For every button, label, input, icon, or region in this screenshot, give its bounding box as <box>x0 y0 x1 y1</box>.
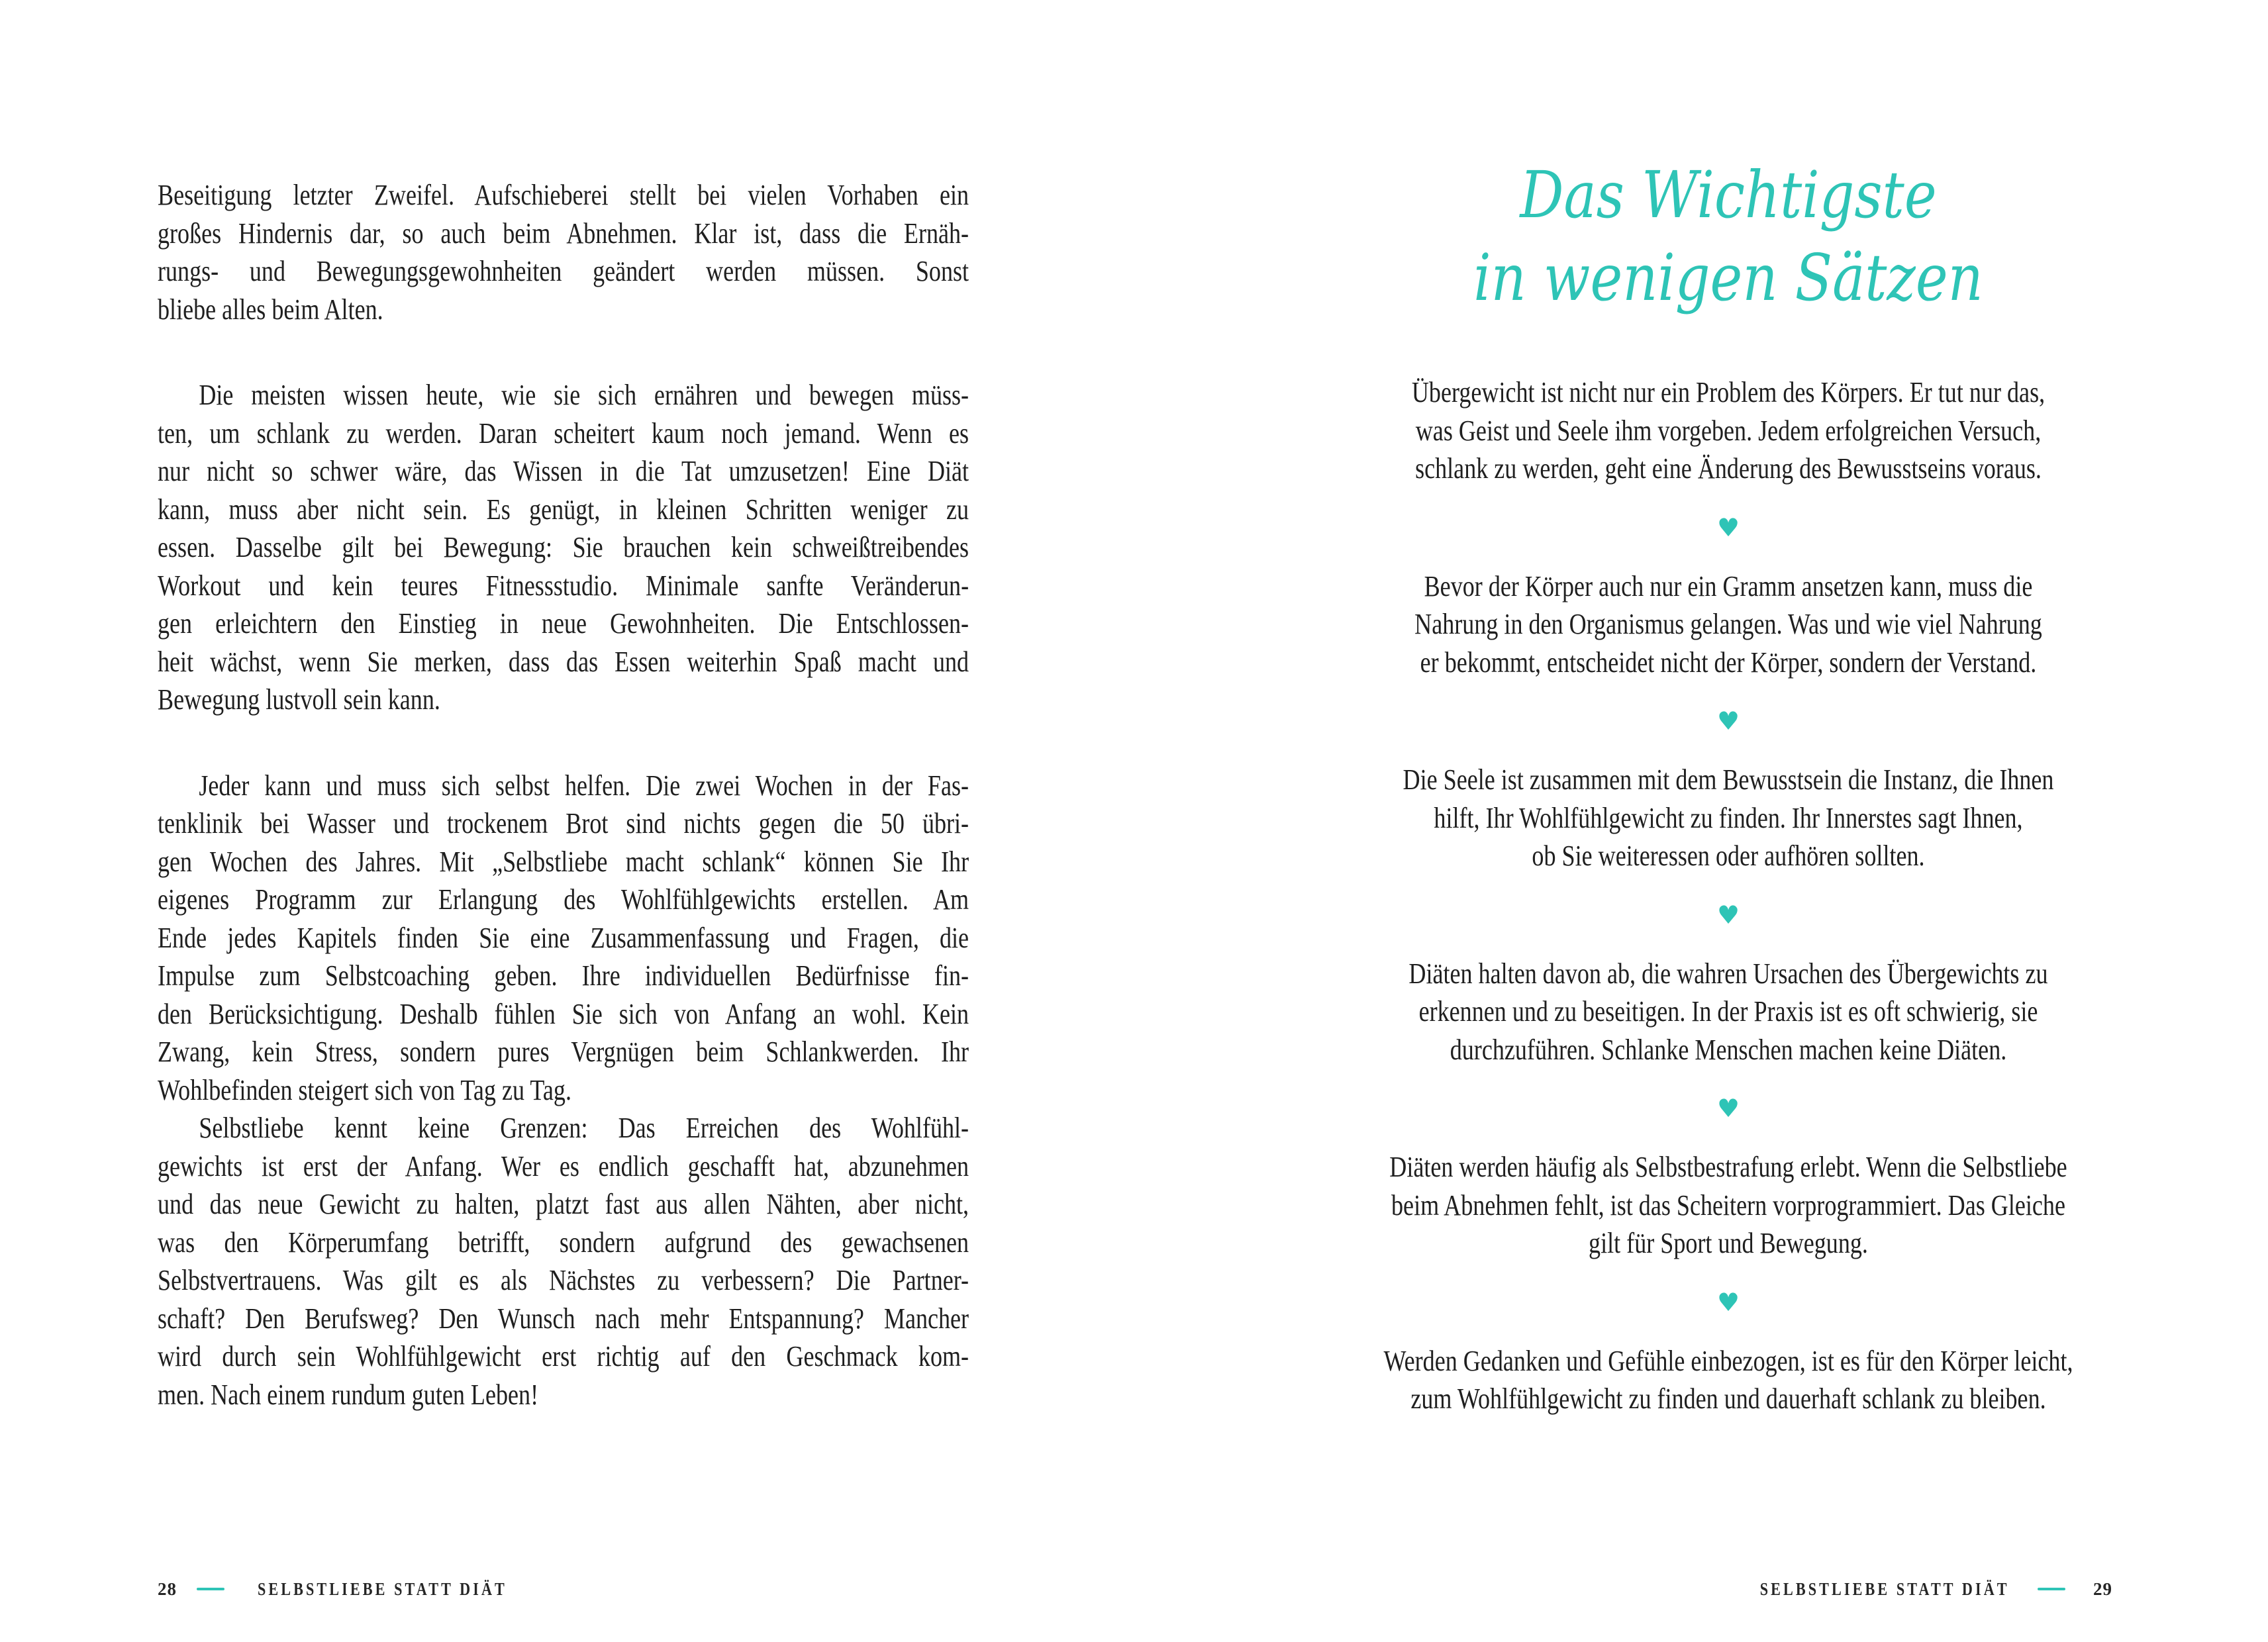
footer-dash <box>197 1588 224 1590</box>
text-line: Selbstvertrauens. Was gilt es als Nächstes zu verbessern? Die Partner- <box>158 1264 969 1296</box>
text-line: gilt für Sport und Bewegung. <box>1589 1227 1868 1259</box>
left-page-footer <box>158 1574 562 1604</box>
text-line: tenklinik bei Wasser und trockenem Brot sind nichts gegen die 50 übri- <box>158 807 969 840</box>
running-title: SELBSTLIEBE STATT DIÄT <box>1760 1578 2010 1599</box>
title-line: Das Wichtigste <box>1520 158 1937 232</box>
paragraph <box>1321 955 2136 1069</box>
page-number: 28 <box>158 1578 177 1599</box>
heart-icon: ♥ <box>1716 1094 1740 1123</box>
text-line: gen erleichtern den Einstieg in neue Gewohnheiten. Die Entschlossen- <box>158 607 969 640</box>
paragraph <box>1321 761 2136 875</box>
text-line: bliebe alles beim Alten. <box>158 293 383 326</box>
text-line: Nahrung in den Organismus gelangen. Was und wie viel Nahrung <box>1414 608 2042 640</box>
text-line: heit wächst, wenn Sie merken, dass das Essen weiterhin Spaß macht und <box>158 645 969 678</box>
text-line: hilft, Ihr Wohlfühlgewicht zu finden. Ihr Innerstes sagt Ihnen, <box>1434 801 2023 834</box>
text-line: was den Körperumfang betrifft, sondern aufgrund des gewachsenen <box>158 1226 969 1259</box>
text-line: was Geist und Seele ihm vorgeben. Jedem erfolgreichen Versuch, <box>1415 414 2042 447</box>
text-line: Übergewicht ist nicht nur ein Problem des Körpers. Er tut nur das, <box>1411 376 2046 409</box>
text-line: Diäten werden häufig als Selbstbestrafung erlebt. Wenn die Selbstliebe <box>1389 1151 2067 1183</box>
text-line: Wohlbefinden steigert sich von Tag zu Tag. <box>158 1073 571 1106</box>
text-line: gewichts ist erst der Anfang. Wer es endlich geschafft hat, abzunehmen <box>158 1149 969 1183</box>
footer-dash <box>2038 1588 2065 1590</box>
text-line: Impulse zum Selbstcoaching geben. Ihre individuellen Bedürfnisse fin- <box>158 959 969 992</box>
text-line: durchzuführen. Schlanke Menschen machen keine Diäten. <box>1450 1033 2007 1066</box>
text-line: er bekommt, entscheidet nicht der Körper, sondern der Verstand. <box>1420 646 2037 679</box>
text-line: men. Nach einem rundum guten Leben! <box>158 1378 539 1411</box>
paragraph <box>158 376 969 719</box>
paragraph-separator <box>1321 1069 2136 1148</box>
text-line: Zwang, kein Stress, sondern pures Vergnügen beim Schlankwerden. Ihr <box>158 1036 969 1068</box>
text-line: Bewegung lustvoll sein kann. <box>158 683 440 716</box>
text-line: erkennen und zu beseitigen. In der Praxis ist es oft schwierig, sie <box>1418 995 2038 1028</box>
text-line: den Berücksichtigung. Deshalb fühlen Sie sich von Anfang an wohl. Kein <box>158 997 969 1030</box>
heart-icon: ♥ <box>1716 900 1740 930</box>
running-title: SELBSTLIEBE STATT DIÄT <box>258 1578 507 1599</box>
text-line: Jeder kann und muss sich selbst helfen. Die zwei Wochen in der Fas- <box>199 769 969 802</box>
left-text-column <box>158 176 969 1414</box>
text-line: ob Sie weiteressen oder aufhören sollten. <box>1532 840 1925 872</box>
text-line: schaft? Den Berufsweg? Den Wunsch nach mehr Entspannung? Mancher <box>158 1302 969 1335</box>
text-line: Workout und kein teures Fitnessstudio. Minimale sanfte Veränderun- <box>158 569 969 602</box>
page-title-lines <box>1307 154 2151 319</box>
text-line: Bevor der Körper auch nur ein Gramm ansetzen kann, muss die <box>1424 569 2033 603</box>
text-line: Diäten halten davon ab, die wahren Ursachen des Übergewichts zu <box>1408 957 2048 990</box>
text-line: ten, um schlank zu werden. Daran scheitert kaum noch jemand. Wenn es <box>158 416 969 450</box>
text-line: Ende jedes Kapitels finden Sie eine Zusammenfassung und Fragen, die <box>158 921 969 954</box>
heart-icon: ♥ <box>1716 512 1740 542</box>
paragraph <box>1321 1342 2136 1418</box>
text-line: Die Seele ist zusammen mit dem Bewusstsein die Instanz, die Ihnen <box>1403 763 2054 796</box>
page-title <box>1321 154 2136 319</box>
text-line: wird durch sein Wohlfühlgewicht erst richtig auf den Geschmack kom- <box>158 1340 969 1373</box>
text-line: essen. Dasselbe gilt bei Bewegung: Sie brauchen kein schweißtreibendes <box>158 531 969 563</box>
text-line: schlank zu werden, geht eine Änderung des Bewusstseins voraus. <box>1415 452 2042 485</box>
text-line: eigenes Programm zur Erlangung des Wohlfühlgewichts erstellen. Am <box>158 883 969 916</box>
text-line: Selbstliebe kennt keine Grenzen: Das Erreichen des Wohlfühl- <box>199 1112 969 1144</box>
title-line: in wenigen Sätzen <box>1473 240 1983 315</box>
paragraph-separator <box>1321 488 2136 567</box>
text-line: zum Wohlfühlgewicht zu finden und dauerhaft schlank zu bleiben. <box>1410 1382 2046 1415</box>
page-number: 29 <box>2093 1578 2112 1599</box>
paragraph <box>158 1109 969 1414</box>
paragraph-separator <box>1321 875 2136 955</box>
paragraph-separator <box>1321 1263 2136 1342</box>
text-line: beim Abnehmen fehlt, ist das Scheitern vorprogrammiert. Das Gleiche <box>1391 1188 2065 1222</box>
text-line: gen Wochen des Jahres. Mit „Selbstliebe macht schlank“ können Sie Ihr <box>158 845 969 878</box>
paragraph <box>1321 1148 2136 1263</box>
heart-icon: ♥ <box>1716 706 1740 736</box>
text-line: großes Hindernis dar, so auch beim Abnehmen. Klar ist, dass die Ernäh- <box>158 217 969 250</box>
paragraph <box>1321 373 2136 488</box>
paragraph-separator <box>1321 681 2136 761</box>
text-line: Die meisten wissen heute, wie sie sich ernähren und bewegen müss- <box>199 379 969 411</box>
text-line: Werden Gedanken und Gefühle einbezogen, ist es für den Körper leicht, <box>1383 1344 2073 1377</box>
right-page-footer <box>1705 1574 2112 1604</box>
text-line: rungs- und Bewegungsgewohnheiten geändert werden müssen. Sonst <box>158 255 969 287</box>
paragraph <box>158 176 969 328</box>
text-line: nur nicht so schwer wäre, das Wissen in die Tat umzusetzen! Eine Diät <box>158 455 969 487</box>
text-line: kann, muss aber nicht sein. Es genügt, in kleinen Schritten weniger zu <box>158 493 969 526</box>
heart-icon: ♥ <box>1716 1287 1740 1317</box>
paragraph <box>1321 567 2136 682</box>
text-line: und das neue Gewicht zu halten, platzt fast aus allen Nähten, aber nicht, <box>158 1188 969 1220</box>
text-line: Beseitigung letzter Zweifel. Aufschieberei stellt bei vielen Vorhaben ein <box>158 179 969 211</box>
right-text-column <box>1321 373 2136 1418</box>
paragraph <box>158 767 969 1110</box>
